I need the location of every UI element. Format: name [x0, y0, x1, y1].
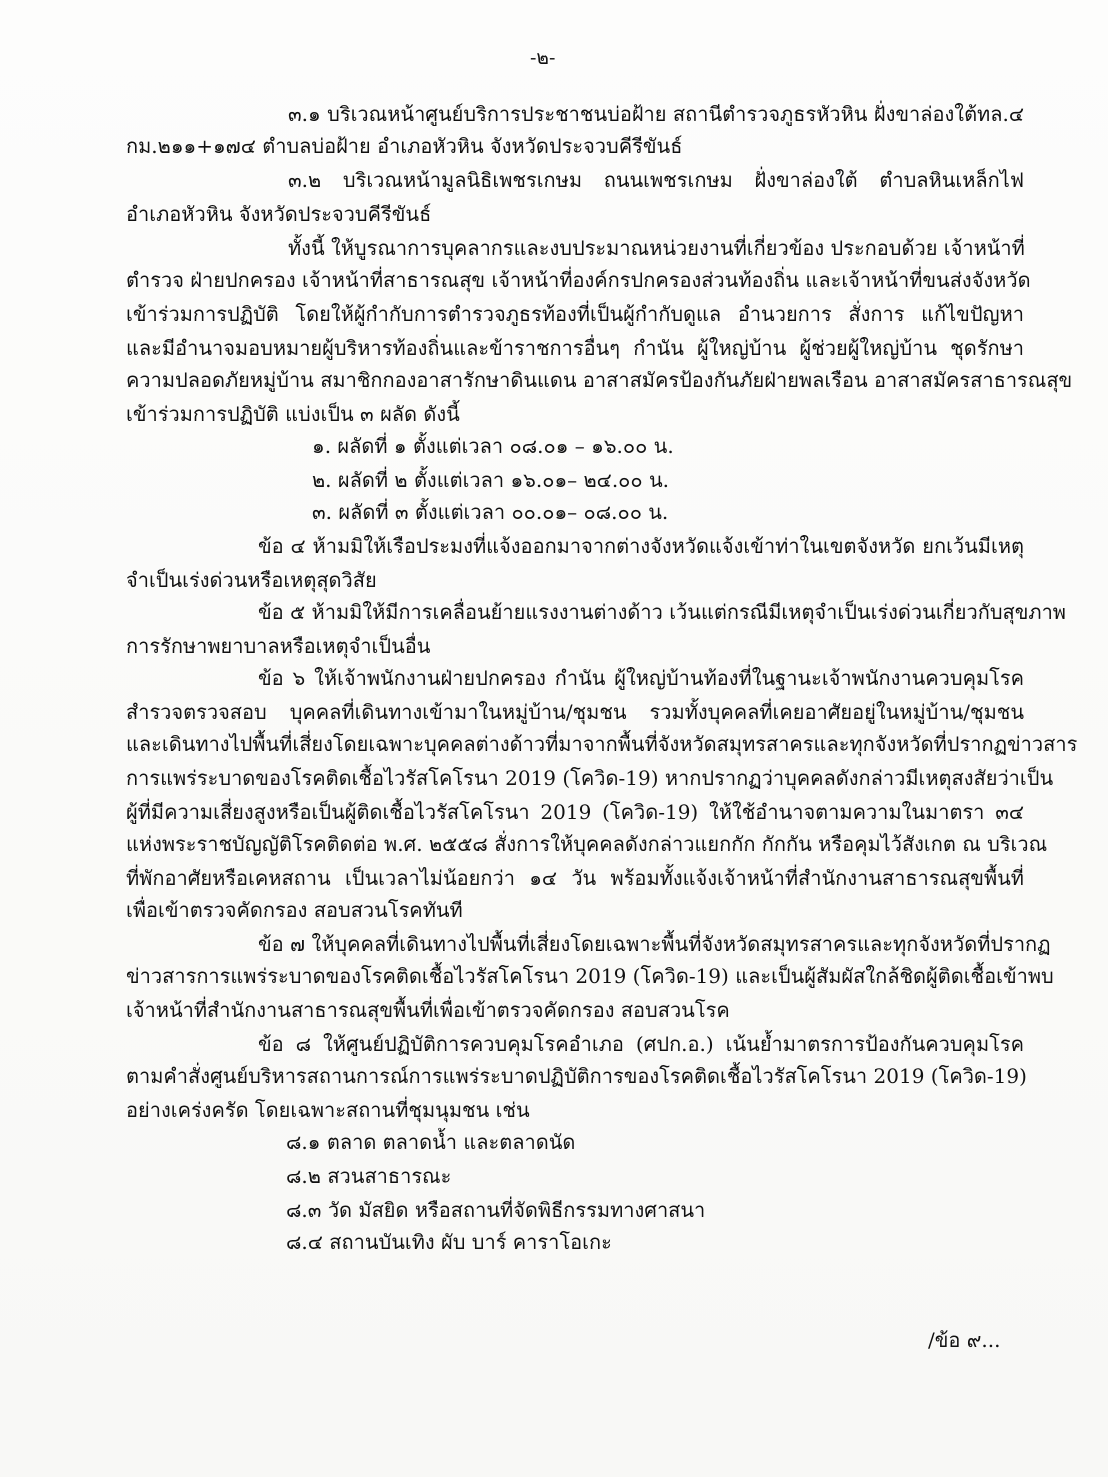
- text-line: แห่งพระราชบัญญัติโรคติดต่อ พ.ศ. ๒๕๕๘ สั่งการให้บุคคลดังกล่าวแยกกัก กักกัน หรือคุมไว้สังเกต ณ บริเวณ: [126, 832, 1048, 856]
- page-number: -๒-: [530, 47, 556, 69]
- text-line: ข่าวสารการแพร่ระบาดของโรคติดเชื้อไวรัสโคโรนา 2019 (โควิด-19) และเป็นผู้สัมผัสใกล้ชิดผู้ติดเชื้อเข้าพบ: [126, 964, 1054, 988]
- text-line: กม.๒๑๑+๑๗๔ ตำบลบ่อฝ้าย อำเภอหัวหิน จังหวัดประจวบคีรีขันธ์: [126, 134, 683, 158]
- text-line: และมีอำนาจมอบหมายผู้บริหารท้องถิ่นและข้าราชการอื่นๆ กำนัน ผู้ใหญ่บ้าน ผู้ช่วยผู้ใหญ่บ้าน ชุดรักษา: [126, 336, 1024, 360]
- clause-5: ข้อ ๕ ห้ามมิให้มีการเคลื่อนย้ายแรงงานต่างด้าว เว้นแต่กรณีมีเหตุจำเป็นเร่งด่วนเกี่ยวกับสุขภาพ: [258, 600, 1066, 624]
- text-line: ตำรวจ ฝ่ายปกครอง เจ้าหน้าที่สาธารณสุข เจ้าหน้าที่องค์กรปกครองส่วนท้องถิ่น และเจ้าหน้าที่ขนส่งจังหวัด: [126, 268, 1031, 292]
- text-line: เข้าร่วมการปฏิบัติ แบ่งเป็น ๓ ผลัด ดังนี้: [126, 402, 460, 426]
- venue-item: ๘.๔ สถานบันเทิง ผับ บาร์ คาราโอเกะ: [286, 1230, 612, 1254]
- continuation-marker: /ข้อ ๙...: [928, 1328, 1001, 1352]
- shift-item: ๓. ผลัดที่ ๓ ตั้งแต่เวลา ๐๐.๐๑– ๐๘.๐๐ น.: [312, 500, 669, 524]
- text-line: การแพร่ระบาดของโรคติดเชื้อไวรัสโคโรนา 2019 (โควิด-19) หากปรากฏว่าบุคคลดังกล่าวมีเหตุสงสัยว่าเป็น: [126, 766, 1054, 790]
- text-line: ๓.๒ บริเวณหน้ามูลนิธิเพชรเกษม ถนนเพชรเกษม ฝั่งขาล่องใต้ ตำบลหินเหล็กไฟ: [288, 168, 1024, 192]
- text-line: ที่พักอาศัยหรือเคหสถาน เป็นเวลาไม่น้อยกว่า ๑๔ วัน พร้อมทั้งแจ้งเจ้าหน้าที่สำนักงานสาธารณสุขพื้นที่: [126, 866, 1024, 890]
- text-line: อำเภอหัวหิน จังหวัดประจวบคีรีขันธ์: [126, 202, 432, 226]
- text-line: ๓.๑ บริเวณหน้าศูนย์บริการประชาชนบ่อฝ้าย สถานีตำรวจภูธรหัวหิน ฝั่งขาล่องใต้ทล.๔: [288, 102, 1024, 126]
- text-line: อย่างเคร่งครัด โดยเฉพาะสถานที่ชุมนุมชน เช่น: [126, 1098, 530, 1122]
- text-line: ทั้งนี้ ให้บูรณาการบุคลากรและงบประมาณหน่วยงานที่เกี่ยวข้อง ประกอบด้วย เจ้าหน้าที่: [288, 236, 1025, 260]
- venue-item: ๘.๒ สวนสาธารณะ: [286, 1164, 452, 1188]
- text-line: ตามคำสั่งศูนย์บริหารสถานการณ์การแพร่ระบาดปฏิบัติการของโรคติดเชื้อไวรัสโคโรนา 2019 (โควิด-19): [126, 1064, 1027, 1088]
- clause-7: ข้อ ๗ ให้บุคคลที่เดินทางไปพื้นที่เสี่ยงโดยเฉพาะพื้นที่จังหวัดสมุทรสาครและทุกจังหวัดที่ปรากฏ: [258, 932, 1051, 956]
- text-line: ผู้ที่มีความเสี่ยงสูงหรือเป็นผู้ติดเชื้อไวรัสโคโรนา 2019 (โควิด-19) ให้ใช้อำนาจตามความในมาตรา ๓๔: [126, 800, 1024, 824]
- text-line: ความปลอดภัยหมู่บ้าน สมาชิกกองอาสารักษาดินแดน อาสาสมัครป้องกันภัยฝ่ายพลเรือน อาสาสมัครสาธารณสุข: [126, 368, 1073, 392]
- text-line: และเดินทางไปพื้นที่เสี่ยงโดยเฉพาะบุคคลต่างด้าวที่มาจากพื้นที่จังหวัดสมุทรสาครและทุกจังหวัดที่ปรากฏข่าวสาร: [126, 732, 1078, 756]
- text-line: เข้าร่วมการปฏิบัติ โดยให้ผู้กำกับการตำรวจภูธรท้องที่เป็นผู้กำกับดูแล อำนวยการ สั่งการ แก้ไขปัญหา: [126, 302, 1024, 326]
- clause-8: ข้อ ๘ ให้ศูนย์ปฏิบัติการควบคุมโรคอำเภอ (ศปก.อ.) เน้นย้ำมาตรการป้องกันควบคุมโรค: [258, 1032, 1024, 1056]
- clause-6: ข้อ ๖ ให้เจ้าพนักงานฝ่ายปกครอง กำนัน ผู้ใหญ่บ้านท้องที่ในฐานะเจ้าพนักงานควบคุมโรค: [258, 666, 1024, 690]
- text-line: เพื่อเข้าตรวจคัดกรอง สอบสวนโรคทันที: [126, 898, 463, 922]
- venue-item: ๘.๓ วัด มัสยิด หรือสถานที่จัดพิธีกรรมทางศาสนา: [286, 1198, 706, 1222]
- text-line: สำรวจตรวจสอบ บุคคลที่เดินทางเข้ามาในหมู่บ้าน/ชุมชน รวมทั้งบุคคลที่เคยอาศัยอยู่ในหมู่บ้าน/ชุมชน: [126, 700, 1024, 724]
- venue-item: ๘.๑ ตลาด ตลาดน้ำ และตลาดนัด: [286, 1130, 576, 1154]
- clause-4: ข้อ ๔ ห้ามมิให้เรือประมงที่แจ้งออกมาจากต่างจังหวัดแจ้งเข้าท่าในเขตจังหวัด ยกเว้นมีเหตุ: [258, 534, 1024, 558]
- text-line: เจ้าหน้าที่สำนักงานสาธารณสุขพื้นที่เพื่อเข้าตรวจคัดกรอง สอบสวนโรค: [126, 998, 730, 1022]
- text-line: จำเป็นเร่งด่วนหรือเหตุสุดวิสัย: [126, 568, 377, 592]
- shift-item: ๒. ผลัดที่ ๒ ตั้งแต่เวลา ๑๖.๐๑– ๒๔.๐๐ น.: [312, 468, 669, 492]
- shift-item: ๑. ผลัดที่ ๑ ตั้งแต่เวลา ๐๘.๐๑ – ๑๖.๐๐ น.: [312, 434, 674, 458]
- text-line: การรักษาพยาบาลหรือเหตุจำเป็นอื่น: [126, 634, 431, 658]
